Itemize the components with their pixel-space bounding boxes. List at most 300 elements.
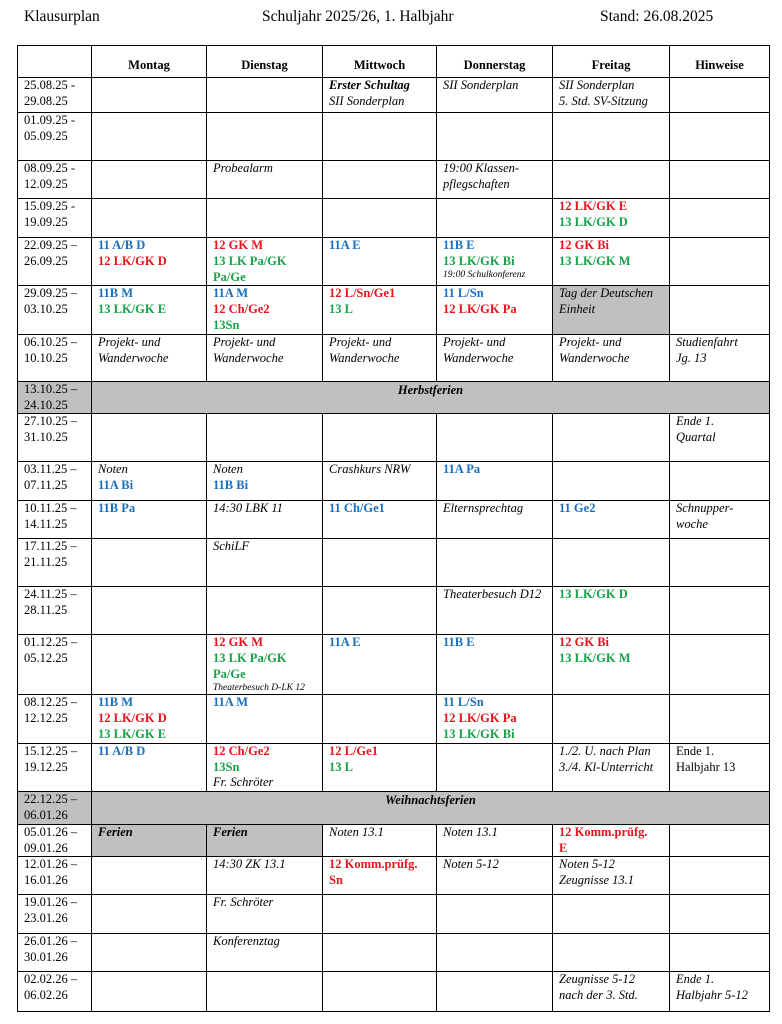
entry-text: 13 LK/GK M [559,651,631,666]
cell-donnerstag [437,539,553,587]
entry-text: 11B Pa [98,501,136,516]
cell-montag [92,972,207,1012]
cell-hinweise [670,78,770,113]
date-line: 23.01.26 [24,911,68,926]
cell-freitag [553,113,670,161]
cell-mittwoch [323,113,437,161]
date-line: 06.01.26 [24,807,68,822]
week-row [18,857,770,895]
date-line: 22.12.25 – [24,792,78,807]
week-date-cell [18,792,92,825]
entry-text: Jg. 13 [676,350,707,365]
cell-dienstag [207,78,323,113]
week-row [18,199,770,238]
cell-dienstag [207,972,323,1012]
entry-text: Noten 5-12 [443,857,499,872]
date-line: 05.12.25 [24,651,68,666]
date-line: 12.01.26 – [24,857,78,872]
date-line: 10.11.25 – [24,501,77,516]
document-title: Klausurplan [24,8,100,25]
date-line: 27.10.25 – [24,414,78,429]
entry-text: nach der 3. Std. [559,988,638,1003]
entry-text: Zeugnisse 13.1 [559,873,634,888]
date-line: 19.01.26 – [24,895,78,910]
week-row [18,934,770,972]
entry-text: Pa/Ge [213,666,246,681]
week-date-cell [18,238,92,286]
cell-mittwoch [323,743,437,791]
date-line: 17.11.25 – [24,539,77,554]
entry-text: 12 Komm.prüfg. [329,857,418,872]
date-line: 01.09.25 - [24,113,76,127]
week-row [18,895,770,934]
entry-text: 14:30 ZK 13.1 [213,857,286,872]
cell-mittwoch [323,972,437,1012]
school-year: Schuljahr 2025/26, 1. Halbjahr [262,8,454,25]
entry-text: Wanderwoche [443,350,514,365]
cell-dienstag [207,539,323,587]
entry-text: 11A E [329,238,361,252]
cell-montag [92,824,207,857]
entry-text: 11B M [98,695,134,710]
cell-mittwoch [323,161,437,199]
cell-hinweise [670,238,770,286]
entry-text: pflegschaften [443,176,510,191]
cell-mittwoch [323,587,437,635]
entry-text: Einheit [559,302,596,317]
entry-text: Noten 13.1 [329,824,384,839]
cell-hinweise [670,895,770,934]
week-date-cell [18,414,92,462]
cell-freitag [553,635,670,695]
entry-text: 19:00 Schulkonferenz [443,269,526,280]
date-line: 05.09.25 [24,128,68,143]
cell-dienstag [207,587,323,635]
week-date-cell [18,635,92,695]
cell-montag [92,934,207,972]
date-line: 15.12.25 – [24,743,78,758]
entry-text: Studienfahrt [676,334,738,349]
cell-freitag [553,695,670,743]
entry-text: 11 Ge2 [559,501,596,516]
entry-text: 13 L [329,759,353,774]
cell-dienstag [207,462,323,501]
week-date-cell [18,334,92,381]
cell-mittwoch [323,414,437,462]
cell-dienstag [207,934,323,972]
week-row [18,635,770,695]
week-row [18,238,770,286]
entry-text: 13 LK Pa/GK [213,253,287,268]
entry-text: Halbjahr 5-12 [676,988,748,1003]
cell-freitag [553,895,670,934]
entry-text: 13 L [329,302,353,317]
date-line: 29.08.25 [24,93,68,108]
cell-hinweise [670,199,770,238]
date-line: 28.11.25 [24,603,68,618]
cell-montag [92,199,207,238]
date-line: 13.10.25 – [24,381,78,396]
cell-montag [92,635,207,695]
cell-montag [92,286,207,334]
cell-hinweise [670,824,770,857]
entry-text: SII Sonderplan [559,78,635,92]
entry-text: 11B E [443,635,475,650]
entry-text: 12 GK Bi [559,238,610,252]
entry-text: Ende 1. [676,972,715,987]
entry-text: 5. Std. SV-Sitzung [559,93,648,108]
column-header-hinweise: Hinweise [670,46,770,78]
cell-mittwoch [323,78,437,113]
entry-text: Schnupper- [676,501,734,516]
cell-freitag [553,199,670,238]
date-line: 15.09.25 - [24,199,76,213]
cell-donnerstag [437,286,553,334]
week-row [18,695,770,743]
cell-montag [92,857,207,895]
cell-donnerstag [437,635,553,695]
cell-donnerstag [437,743,553,791]
entry-text: 11 A/B D [98,743,146,758]
date-line: 07.11.25 [24,478,68,493]
cell-freitag [553,286,670,334]
entry-text: Noten 13.1 [443,824,498,839]
cell-freitag [553,539,670,587]
date-line: 12.12.25 [24,711,68,726]
date-line: 06.02.26 [24,988,68,1003]
entry-text: Zeugnisse 5-12 [559,972,636,987]
entry-text: 11A M [213,286,249,301]
entry-text: 12 L/Ge1 [329,743,378,758]
cell-mittwoch [323,824,437,857]
cell-hinweise [670,539,770,587]
entry-text: 11B M [98,286,134,301]
cell-donnerstag [437,934,553,972]
entry-text: Fr. Schröter [213,775,274,790]
entry-text: 13 LK Pa/GK [213,651,287,666]
week-date-cell [18,113,92,161]
cell-hinweise [670,635,770,695]
date-line: 14.11.25 [24,517,68,532]
cell-donnerstag [437,78,553,113]
cell-montag [92,743,207,791]
cell-mittwoch [323,462,437,501]
entry-text: 12 L/Sn/Ge1 [329,286,396,301]
week-date-cell [18,695,92,743]
week-date-cell [18,895,92,934]
cell-montag [92,161,207,199]
entry-text: Projekt- und [213,334,276,349]
date-line: 03.10.25 [24,302,68,317]
week-row [18,587,770,635]
cell-dienstag [207,113,323,161]
entry-text: 11A M [213,695,249,710]
entry-text: Quartal [676,430,716,445]
entry-text: 13 LK/GK D [559,214,628,229]
cell-montag [92,587,207,635]
entry-text: 12 GK Bi [559,635,610,650]
week-date-cell [18,78,92,113]
week-row [18,462,770,501]
cell-donnerstag [437,199,553,238]
entry-text: Halbjahr 13 [676,759,736,774]
entry-text: Wanderwoche [329,350,400,365]
entry-text: Probealarm [213,161,273,175]
cell-freitag [553,587,670,635]
date-line: 30.01.26 [24,950,68,965]
cell-donnerstag [437,113,553,161]
cell-montag [92,334,207,381]
entry-text: 11 A/B D [98,238,146,252]
holiday-row [18,381,770,414]
entry-text: Theaterbesuch D12 [443,587,542,602]
date-line: 02.02.26 – [24,972,78,987]
header-row [18,46,770,78]
week-row [18,286,770,334]
week-row [18,161,770,199]
cell-dienstag [207,635,323,695]
cell-donnerstag [437,334,553,381]
cell-freitag [553,972,670,1012]
cell-freitag [553,462,670,501]
cell-mittwoch [323,539,437,587]
entry-text: 13 LK/GK M [559,253,631,268]
week-date-cell [18,462,92,501]
cell-dienstag [207,743,323,791]
week-row [18,334,770,381]
week-row [18,501,770,539]
entry-text: Noten 5-12 [559,857,615,872]
column-header-mittwoch: Mittwoch [323,46,437,78]
cell-mittwoch [323,895,437,934]
column-header-freitag: Freitag [553,46,670,78]
date-line: 26.01.26 – [24,934,78,949]
entry-text: Projekt- und [329,334,392,349]
entry-text: 1./2. U. nach Plan [559,743,651,758]
week-date-cell [18,972,92,1012]
cell-montag [92,539,207,587]
entry-text: SII Sonderplan [443,78,519,92]
cell-dienstag [207,857,323,895]
cell-hinweise [670,113,770,161]
date-line: 08.12.25 – [24,695,78,710]
cell-mittwoch [323,286,437,334]
cell-freitag [553,743,670,791]
entry-text: woche [676,517,708,532]
week-row [18,743,770,791]
entry-text: Theaterbesuch D-LK 12 [213,682,305,693]
entry-text: Crashkurs NRW [329,462,411,477]
cell-hinweise [670,972,770,1012]
entry-text: Ende 1. [676,743,715,758]
entry-text: 13Sn [213,759,240,774]
entry-text: 12 LK/GK Pa [443,302,517,317]
cell-donnerstag [437,824,553,857]
date-line: 21.11.25 [24,555,68,570]
column-header-donnerstag: Donnerstag [437,46,553,78]
week-row [18,824,770,857]
date-line: 10.10.25 [24,350,68,365]
date-line: 03.11.25 – [24,462,77,477]
cell-dienstag [207,334,323,381]
holiday-row [18,792,770,825]
entry-text: Erster Schultag [329,78,410,92]
cell-hinweise [670,286,770,334]
week-date-cell [18,857,92,895]
entry-text: Wanderwoche [559,350,630,365]
cell-dienstag [207,895,323,934]
entry-text: 13 LK/GK D [559,587,628,602]
cell-freitag [553,78,670,113]
entry-text: 3./4. Kl-Unterricht [559,759,654,774]
status-date: Stand: 26.08.2025 [600,8,714,25]
entry-text: Noten [98,462,128,477]
week-date-cell [18,381,92,414]
entry-text: Tag der Deutschen [559,286,653,301]
entry-text: 12 LK/GK Pa [443,711,517,726]
cell-montag [92,414,207,462]
entry-text: Wanderwoche [213,350,284,365]
entry-text: Noten [213,462,243,477]
holiday-cell: Herbstferien [92,381,770,414]
entry-text: 12 LK/GK D [98,253,167,268]
cell-donnerstag [437,238,553,286]
week-date-cell [18,199,92,238]
entry-text: Ferien [98,824,133,839]
entry-text: Ferien [213,824,248,839]
entry-text: 12 GK M [213,238,263,252]
week-date-cell [18,934,92,972]
cell-donnerstag [437,587,553,635]
cell-montag [92,113,207,161]
week-row [18,972,770,1012]
week-date-cell [18,501,92,539]
cell-dienstag [207,501,323,539]
entry-text: SII Sonderplan [329,93,405,108]
date-line: 19.09.25 [24,214,68,229]
week-date-cell [18,161,92,199]
cell-hinweise [670,334,770,381]
entry-text: Wanderwoche [98,350,169,365]
entry-text: 13 LK/GK Bi [443,253,515,268]
cell-hinweise [670,743,770,791]
cell-dienstag [207,286,323,334]
week-row [18,113,770,161]
entry-text: Projekt- und [559,334,622,349]
cell-mittwoch [323,635,437,695]
cell-mittwoch [323,199,437,238]
entry-text: Sn [329,873,343,888]
cell-hinweise [670,587,770,635]
date-line: 29.09.25 – [24,286,78,301]
entry-text: 11 Ch/Ge1 [329,501,385,516]
entry-text: 19:00 Klassen- [443,161,520,175]
cell-freitag [553,414,670,462]
date-line: 19.12.25 [24,759,68,774]
date-line: 24.10.25 [24,397,68,412]
entry-text: 11B E [443,238,475,252]
column-header-dienstag: Dienstag [207,46,323,78]
cell-freitag [553,934,670,972]
cell-mittwoch [323,857,437,895]
date-line: 25.08.25 - [24,78,76,92]
cell-donnerstag [437,695,553,743]
cell-montag [92,501,207,539]
entry-text: 12 Ch/Ge2 [213,302,270,317]
cell-freitag [553,161,670,199]
cell-freitag [553,334,670,381]
cell-freitag [553,501,670,539]
entry-text: Projekt- und [98,334,161,349]
cell-donnerstag [437,857,553,895]
week-date-cell [18,286,92,334]
date-line: 12.09.25 [24,176,68,191]
cell-donnerstag [437,161,553,199]
entry-text: 13 LK/GK E [98,726,167,741]
entry-text: 12 Ch/Ge2 [213,743,270,758]
cell-donnerstag [437,972,553,1012]
cell-hinweise [670,857,770,895]
date-line: 09.01.26 [24,840,68,855]
cell-montag [92,78,207,113]
entry-text: 11A Pa [443,462,481,477]
entry-text: 12 Komm.prüfg. [559,824,648,839]
exam-schedule-table [17,45,770,1012]
week-date-cell [18,587,92,635]
date-line: 06.10.25 – [24,334,78,349]
cell-montag [92,238,207,286]
column-header-montag: Montag [92,46,207,78]
cell-donnerstag [437,462,553,501]
week-date-cell [18,743,92,791]
cell-hinweise [670,934,770,972]
holiday-cell: Weihnachtsferien [92,792,770,825]
cell-montag [92,895,207,934]
entry-text: Projekt- und [443,334,506,349]
week-date-cell [18,824,92,857]
entry-text: Konferenztag [213,934,280,949]
cell-dienstag [207,238,323,286]
entry-text: Ende 1. [676,414,715,429]
cell-freitag [553,824,670,857]
cell-mittwoch [323,934,437,972]
cell-mittwoch [323,334,437,381]
entry-text: Fr. Schröter [213,895,274,910]
date-line: 08.09.25 - [24,161,76,175]
column-header-date [18,46,92,78]
date-line: 31.10.25 [24,430,68,445]
week-row [18,539,770,587]
cell-donnerstag [437,895,553,934]
entry-text: 11 L/Sn [443,286,484,301]
cell-mittwoch [323,501,437,539]
cell-mittwoch [323,695,437,743]
cell-donnerstag [437,501,553,539]
date-line: 01.12.25 – [24,635,78,650]
cell-dienstag [207,824,323,857]
week-row [18,78,770,113]
cell-hinweise [670,161,770,199]
entry-text: 13 LK/GK Bi [443,726,515,741]
cell-donnerstag [437,414,553,462]
entry-text: 11A E [329,635,361,650]
entry-text: 13 LK/GK E [98,302,167,317]
entry-text: 14:30 LBK 11 [213,501,283,516]
entry-text: 11B Bi [213,478,249,493]
cell-freitag [553,238,670,286]
date-line: 05.01.26 – [24,824,78,839]
entry-text: 13Sn [213,317,240,332]
